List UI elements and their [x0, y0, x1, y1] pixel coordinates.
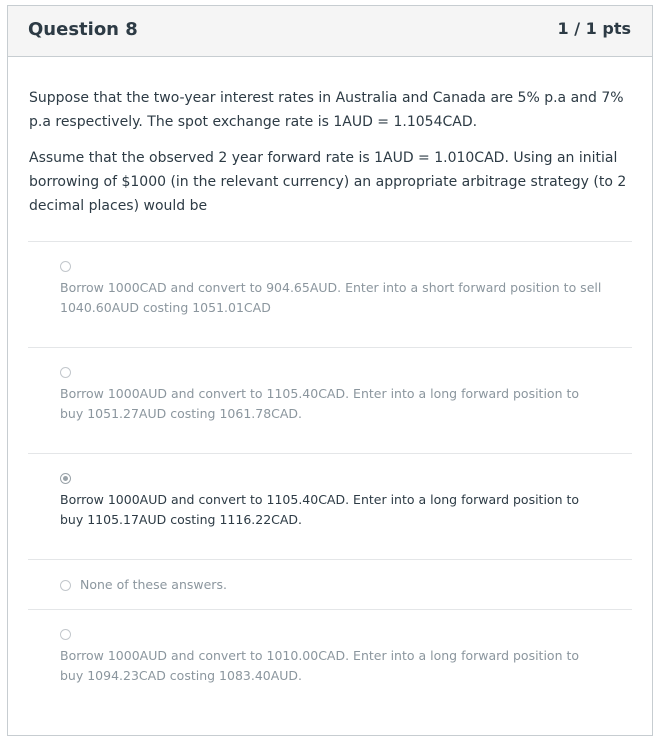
answer-option-label: Borrow 1000AUD and convert to 1105.40CAD. Enter into a long forward position to buy 1105.17AUD costing 1116.22CAD. — [60, 492, 580, 527]
question-points: 1 / 1 pts — [557, 19, 631, 38]
question-card — [7, 5, 653, 736]
radio-button-icon[interactable] — [60, 580, 71, 591]
question-header — [8, 6, 652, 57]
radio-button-checked-icon[interactable] — [60, 473, 71, 484]
answer-list — [28, 241, 632, 709]
answer-option-label: Borrow 1000AUD and convert to 1010.00CAD. Enter into a long forward position to buy 1094.23CAD costing 1083.40AUD. — [60, 648, 580, 683]
radio-button-icon[interactable] — [60, 629, 71, 640]
radio-button-icon[interactable] — [60, 367, 71, 378]
answer-option-label: None of these answers. — [80, 577, 227, 592]
answer-option-1[interactable] — [28, 241, 632, 347]
question-text-paragraph-1: Suppose that the two-year interest rates in Australia and Canada are 5% p.a and 7% p.a respectively. The spot exchange rate is 1AUD = 1.1054CAD. — [29, 90, 624, 130]
answer-option-2[interactable] — [28, 347, 632, 453]
question-text-paragraph-2: Assume that the observed 2 year forward rate is 1AUD = 1.010CAD. Using an initial borrowing of $1000 (in the relevant currency) an appropriate arbitrage strategy (to 2 decimal places) would be — [29, 150, 627, 214]
answer-option-4[interactable] — [28, 559, 632, 609]
answer-option-label: Borrow 1000CAD and convert to 904.65AUD. Enter into a short forward position to sell 1040.60AUD costing 1051.01CAD — [60, 280, 602, 315]
answer-option-label: Borrow 1000AUD and convert to 1105.40CAD. Enter into a long forward position to buy 1051.27AUD costing 1061.78CAD. — [60, 386, 580, 421]
answer-option-5[interactable] — [28, 609, 632, 709]
answer-option-3[interactable] — [28, 453, 632, 559]
question-title: Question 8 — [28, 19, 138, 40]
radio-button-icon[interactable] — [60, 261, 71, 272]
